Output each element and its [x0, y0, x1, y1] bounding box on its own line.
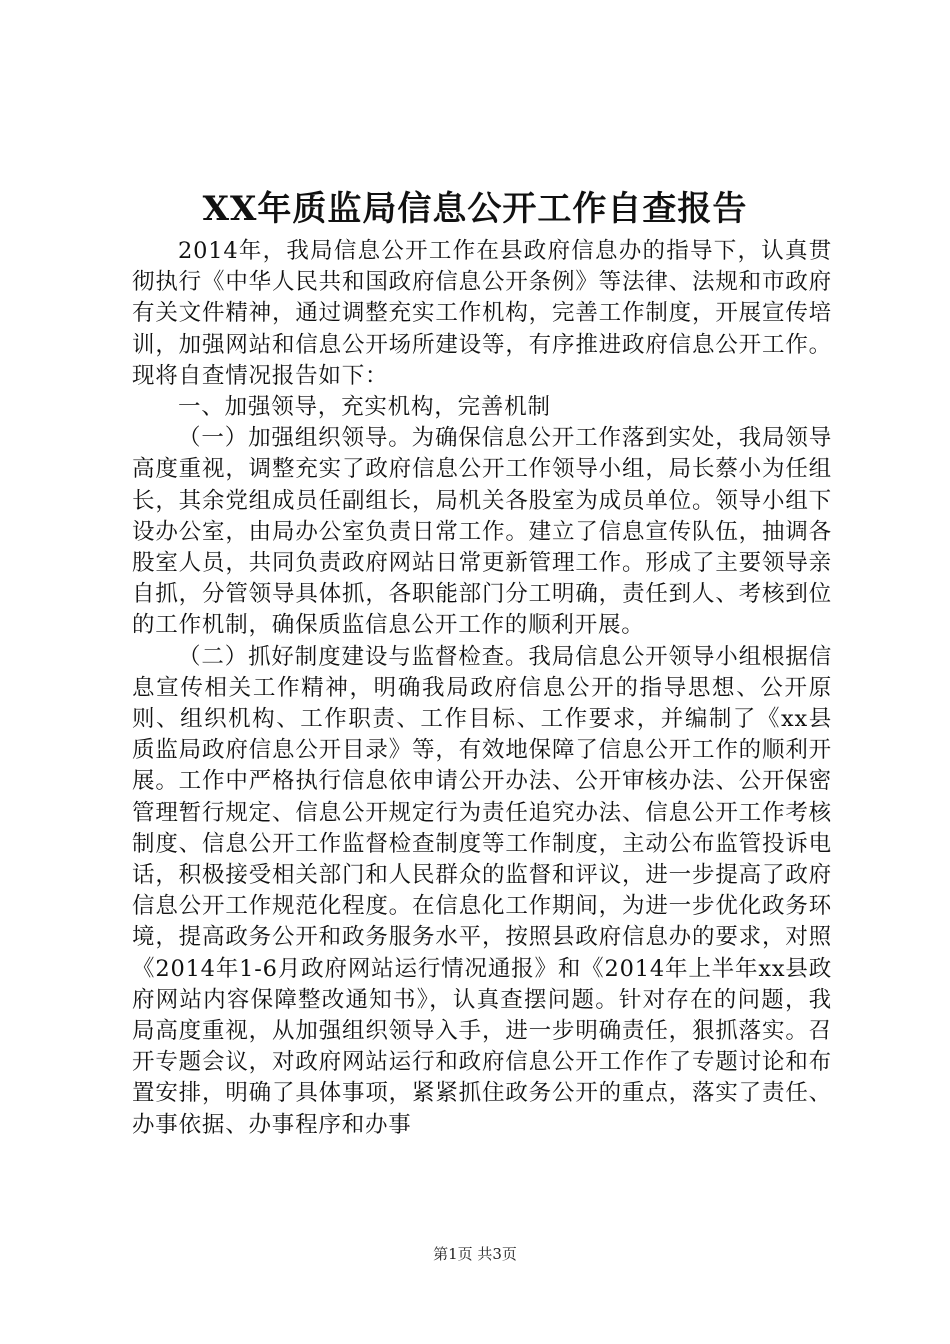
page-footer: 第1页 共3页	[433, 1245, 517, 1263]
intro-paragraph: 2014年，我局信息公开工作在县政府信息办的指导下，认真贯彻执行《中华人民共和国政府信息公开条例》等法律、法规和市政府有关文件精神，通过调整充实工作机构，完善工作制度，开展宣传培训，加强网站和信息公开场所建设等，有序推进政府信息公开工作。现将自查情况报告如下：	[132, 238, 832, 389]
subsection-paragraph-1: （一）加强组织领导。为确保信息公开工作落到实处，我局领导高度重视，调整充实了政府信息公开工作领导小组，局长蔡小为任组长，其余党组成员任副组长，局机关各股室为成员单位。领导小组下设办公室，由局办公室负责日常工作。建立了信息宣传队伍，抽调各股室人员，共同负责政府网站日常更新管理工作。形成了主要领导亲自抓，分管领导具体抓，各职能部门分工明确，责任到人、考核到位的工作机制，确保质监信息公开工作的顺利开展。	[132, 425, 832, 639]
document-title: XX年质监局信息公开工作自查报告	[202, 189, 748, 229]
subsection-paragraph-2: （二）抓好制度建设与监督检查。我局信息公开领导小组根据信息宣传相关工作精神，明确我局政府信息公开的指导思想、公开原则、组织机构、工作职责、工作目标、工作要求，并编制了《xx县质监局政府信息公开目录》等，有效地保障了信息公开工作的顺利开展。工作中严格执行信息依申请公开办法、公开审核办法、公开保密管理暂行规定、信息公开规定行为责任追究办法、信息公开工作考核制度、信息公开工作监督检查制度等工作制度，主动公布监管投诉电话，积极接受相关部门和人民群众的监督和评议，进一步提高了政府信息公开工作规范化程度。在信息化工作期间，为进一步优化政务环境，提高政务公开和政务服务水平，按照县政府信息办的要求，对照《2014年1-6月政府网站运行情况通报》和《2014年上半年xx县政府网站内容保障整改通知书》，认真查摆问题。针对存在的问题，我局高度重视，从加强组织领导入手，进一步明确责任，狠抓落实。召开专题会议，对政府网站运行和政府信息公开工作作了专题讨论和布置安排，明确了具体事项，紧紧抓住政务公开的重点，落实了责任、办事依据、办事程序和办事	[132, 643, 832, 1138]
section-heading-1: 一、加强领导，充实机构，完善机制	[178, 394, 551, 421]
document-body	[132, 236, 832, 1141]
